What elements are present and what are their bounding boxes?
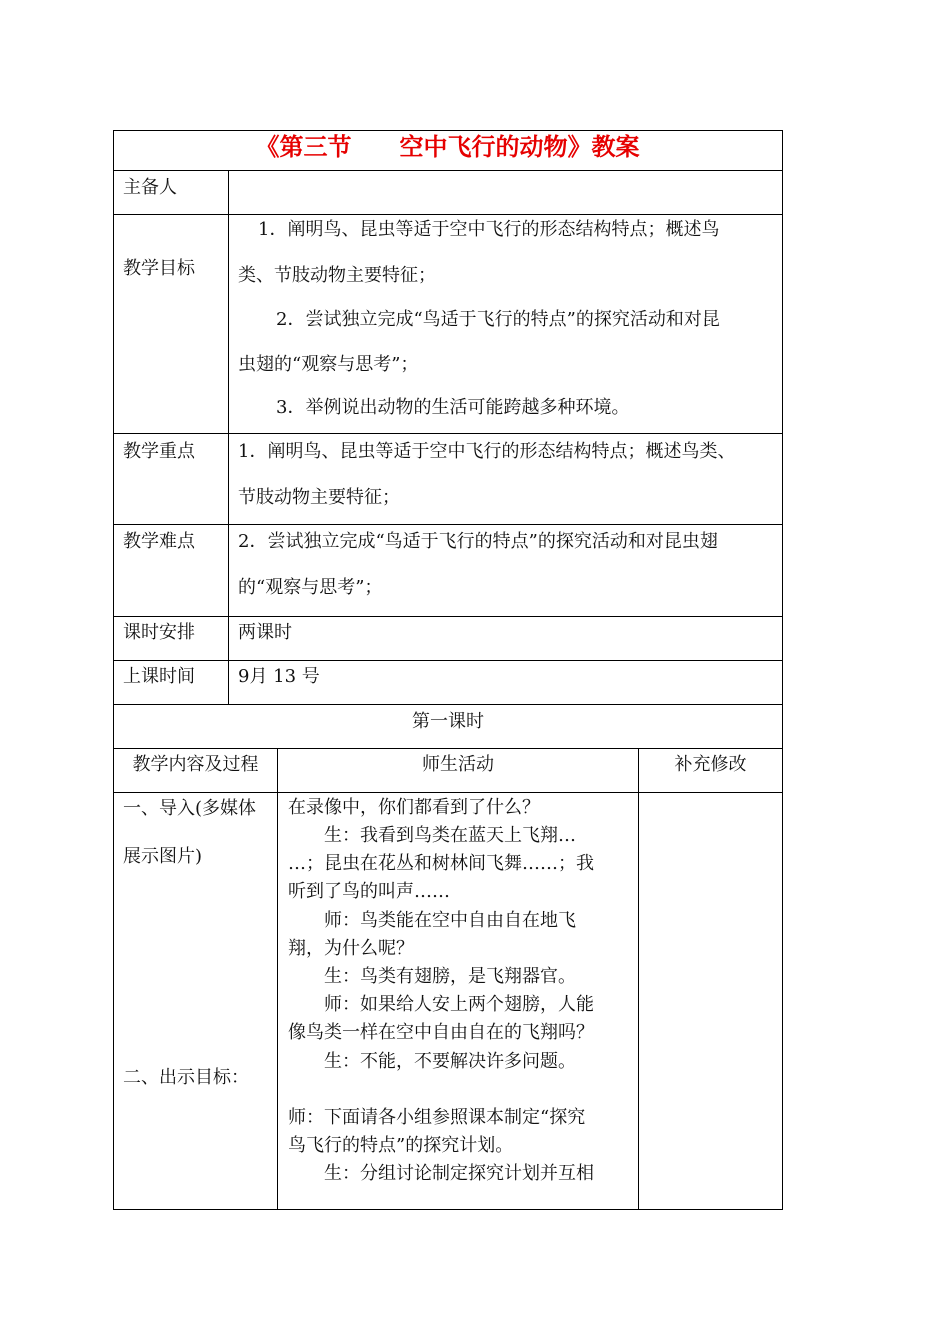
row-divider — [113, 660, 783, 661]
activity-line: 师：下面请各小组参照课本制定“探究 — [288, 1107, 586, 1128]
row-divider — [113, 170, 783, 171]
activity-line: 像鸟类一样在空中自由自在的飞翔吗？ — [288, 1022, 594, 1043]
activity-line: 师：鸟类能在空中自由自在地飞 — [288, 910, 576, 931]
keypoints-line: 1．阐明鸟、昆虫等适于空中飞行的形态结构特点；概述鸟类、 — [238, 441, 736, 462]
activity-line: 在录像中，你们都看到了什么？ — [288, 797, 540, 818]
date-value: 9月 13 号 — [238, 666, 320, 687]
row-divider — [113, 433, 783, 434]
process-step: 展示图片) — [123, 846, 203, 867]
table-border-left — [113, 130, 114, 1210]
activity-line: 生：我看到鸟类在蓝天上飞翔… — [288, 825, 576, 846]
column-header-activity: 师生活动 — [422, 754, 494, 775]
keypoints-label: 教学重点 — [123, 441, 195, 462]
row-divider — [113, 214, 783, 215]
activity-line: 生：鸟类有翅膀，是飞翔器官。 — [288, 966, 576, 987]
table-border-bottom — [113, 1209, 783, 1210]
page-title: 《第三节 空中飞行的动物》教案 — [255, 132, 640, 161]
activity-line: 听到了鸟的叫声…… — [288, 881, 450, 902]
table-border-right — [782, 130, 783, 1210]
lesson-heading: 第一课时 — [412, 711, 484, 732]
goals-label: 教学目标 — [123, 258, 195, 279]
goals-line: 2．尝试独立完成“鸟适于飞行的特点”的探究活动和对昆 — [276, 309, 720, 330]
activity-line: 鸟飞行的特点”的探究计划。 — [288, 1135, 514, 1156]
activity-line: 生：分组讨论制定探究计划并互相 — [288, 1163, 594, 1184]
difficulties-line: 2．尝试独立完成“鸟适于飞行的特点”的探究活动和对昆虫翅 — [238, 531, 718, 552]
activity-line: 翔，为什么呢？ — [288, 938, 414, 959]
preparer-label: 主备人 — [123, 177, 177, 198]
activity-line: …；昆虫在花丛和树林间飞舞……；我 — [288, 853, 594, 874]
goals-line: 类、节肢动物主要特征； — [238, 265, 436, 286]
process-step: 二、出示目标： — [123, 1067, 249, 1088]
difficulties-label: 教学难点 — [123, 531, 195, 552]
row-divider — [113, 792, 783, 793]
goals-line: 虫翅的“观察与思考”； — [238, 354, 419, 375]
keypoints-line: 节肢动物主要特征； — [238, 487, 400, 508]
column-header-revision: 补充修改 — [674, 754, 747, 775]
column-header-process: 教学内容及过程 — [132, 754, 259, 775]
schedule-value: 两课时 — [238, 622, 292, 643]
activity-line: 生：不能，不要解决许多问题。 — [288, 1051, 576, 1072]
activity-line: 师：如果给人安上两个翅膀，人能 — [288, 994, 594, 1015]
row-divider — [113, 616, 783, 617]
row-divider — [113, 704, 783, 705]
difficulties-line: 的“观察与思考”； — [238, 577, 383, 598]
label-column-divider — [228, 170, 229, 704]
goals-line: 3．举例说出动物的生活可能跨越多种环境。 — [276, 397, 630, 418]
process-column-divider — [277, 748, 278, 1210]
revision-column-divider — [638, 748, 639, 1210]
process-step: 一、导入(多媒体 — [123, 798, 257, 819]
row-divider — [113, 524, 783, 525]
date-label: 上课时间 — [123, 666, 195, 687]
schedule-label: 课时安排 — [123, 622, 195, 643]
goals-line: 1．阐明鸟、昆虫等适于空中飞行的形态结构特点；概述鸟 — [258, 219, 720, 240]
row-divider — [113, 748, 783, 749]
